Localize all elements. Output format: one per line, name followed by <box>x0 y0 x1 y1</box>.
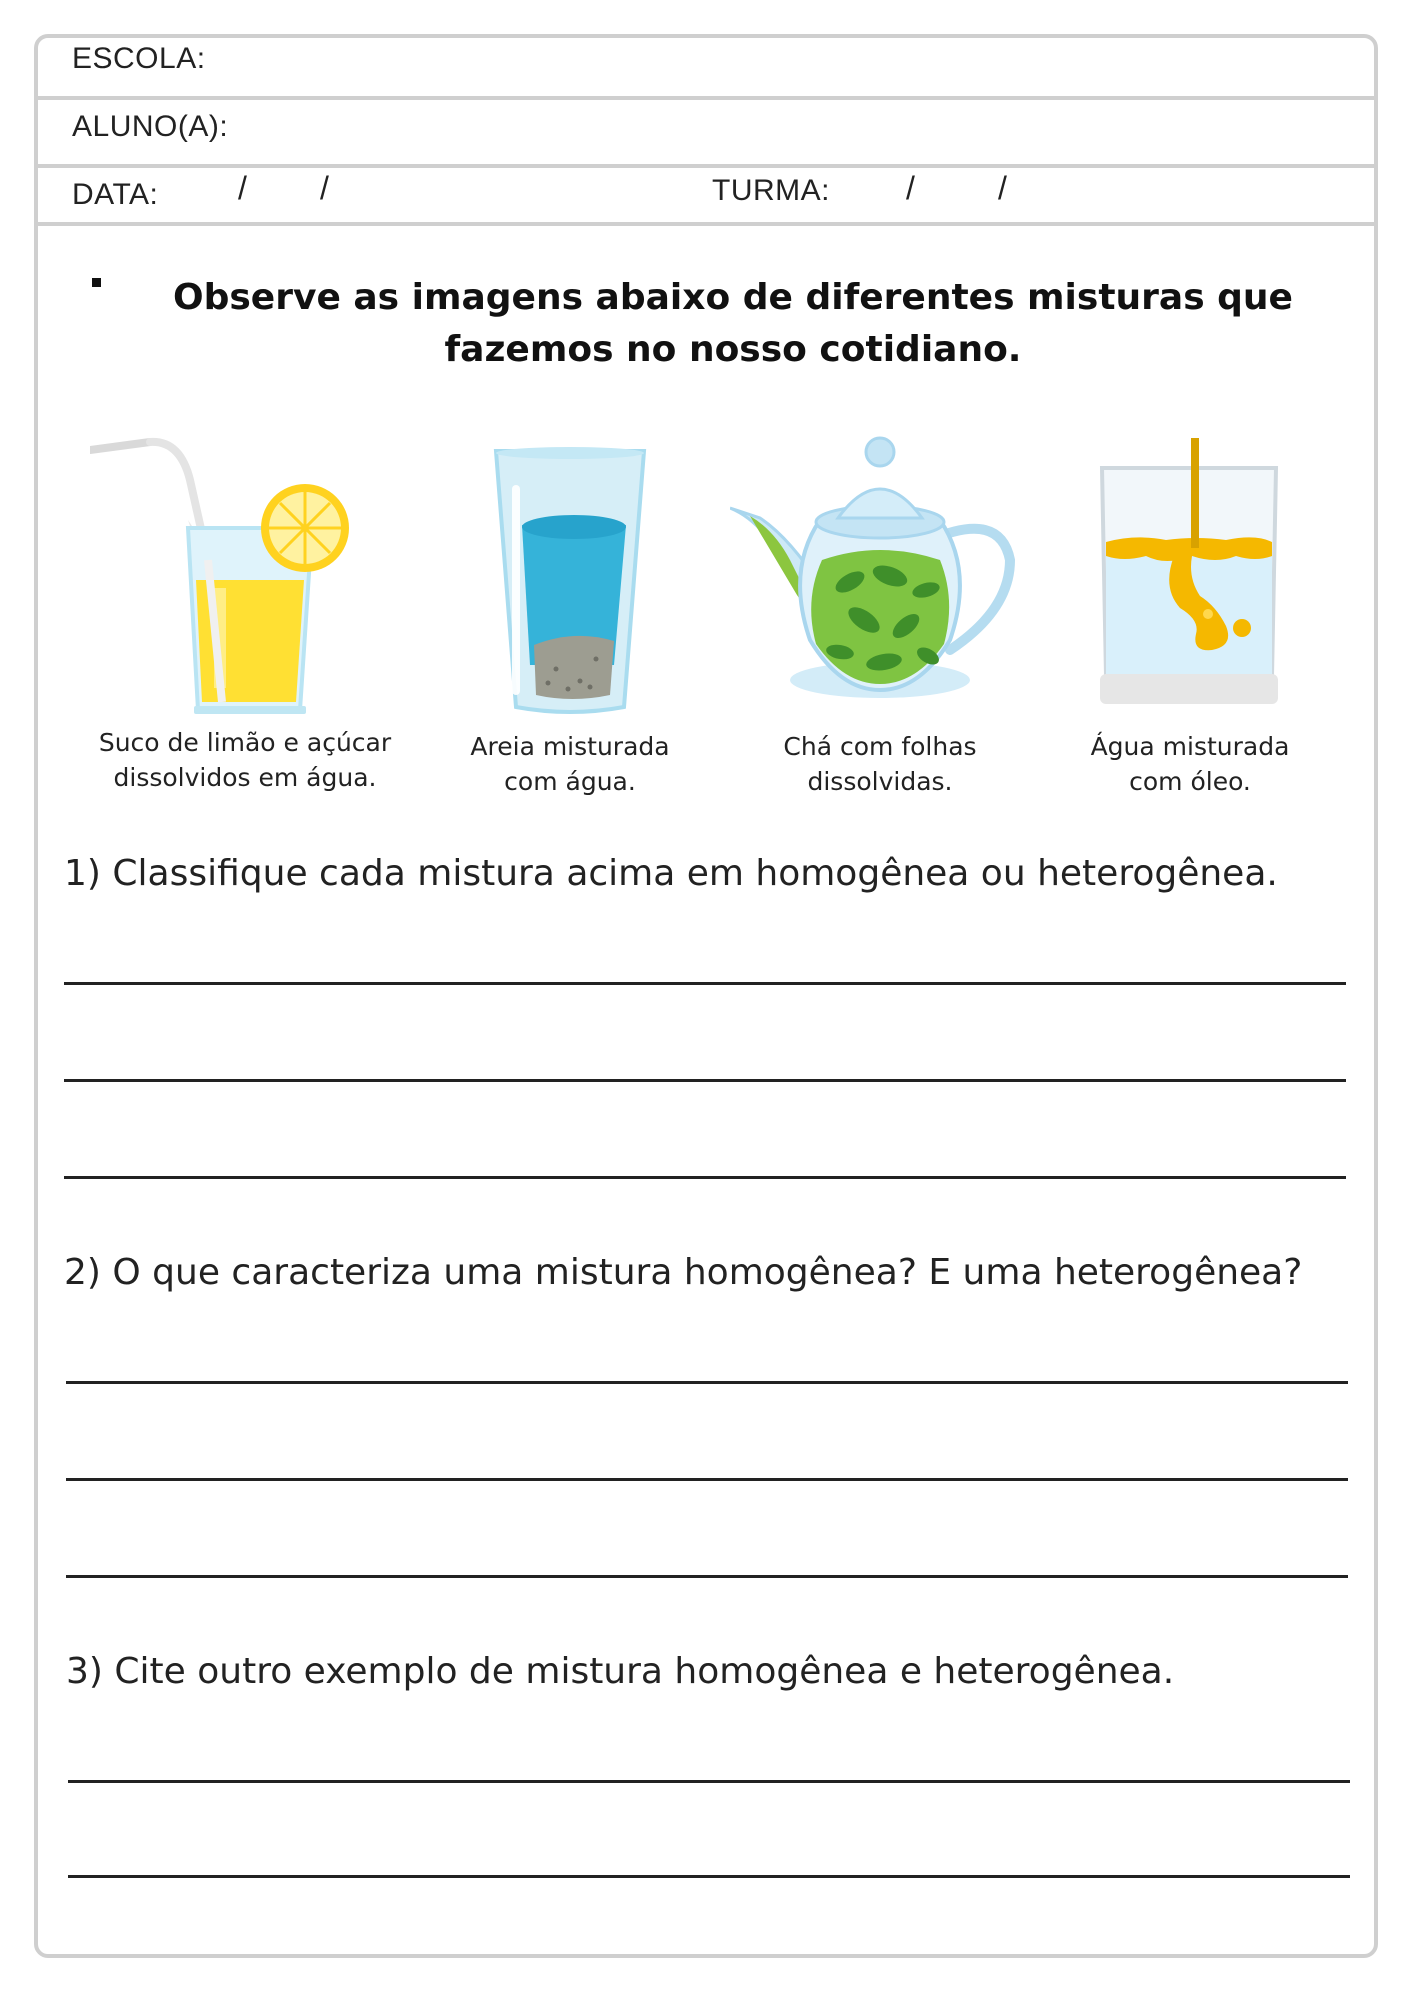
oil-water-glass-icon <box>1096 438 1282 708</box>
data-label: DATA: <box>72 178 159 211</box>
header-divider <box>34 222 1378 226</box>
aluno-label: ALUNO(A): <box>72 110 229 143</box>
answer-line[interactable] <box>66 1575 1348 1578</box>
answer-line[interactable] <box>68 1780 1350 1783</box>
answer-line[interactable] <box>66 1381 1348 1384</box>
caption-oil-water: Água misturada com óleo. <box>1090 732 1290 796</box>
caption-lemonade: Suco de limão e açúcar dissolvidos em água. <box>98 728 392 792</box>
answer-line[interactable] <box>68 1875 1350 1878</box>
date-slash: / <box>320 170 329 206</box>
caption-sand-water: Areia misturada com água. <box>470 732 670 796</box>
turma-slash: / <box>998 170 1007 206</box>
answer-line[interactable] <box>64 982 1346 985</box>
lemonade-glass-icon <box>90 420 360 720</box>
question-1: 1) Classifique cada mistura acima em homogênea ou heterogênea. <box>64 853 1278 894</box>
turma-label: TURMA: <box>712 174 830 207</box>
instruction-text: Observe as imagens abaixo de diferentes misturas que fazemos no nosso cotidiano. <box>173 277 1293 370</box>
sand-water-glass-icon <box>490 445 650 715</box>
tea-pot-icon <box>730 430 1020 710</box>
answer-line[interactable] <box>64 1176 1346 1179</box>
escola-label: ESCOLA: <box>72 42 206 75</box>
answer-line[interactable] <box>66 1478 1348 1481</box>
header-divider <box>34 164 1378 168</box>
date-slash: / <box>238 170 247 206</box>
answer-line[interactable] <box>64 1079 1346 1082</box>
question-3: 3) Cite outro exemplo de mistura homogênea e heterogênea. <box>66 1651 1175 1692</box>
header-divider <box>34 96 1378 100</box>
caption-tea: Chá com folhas dissolvidas. <box>783 732 977 796</box>
question-2: 2) O que caracteriza uma mistura homogênea? E uma heterogênea? <box>64 1252 1303 1293</box>
turma-slash: / <box>906 170 915 206</box>
